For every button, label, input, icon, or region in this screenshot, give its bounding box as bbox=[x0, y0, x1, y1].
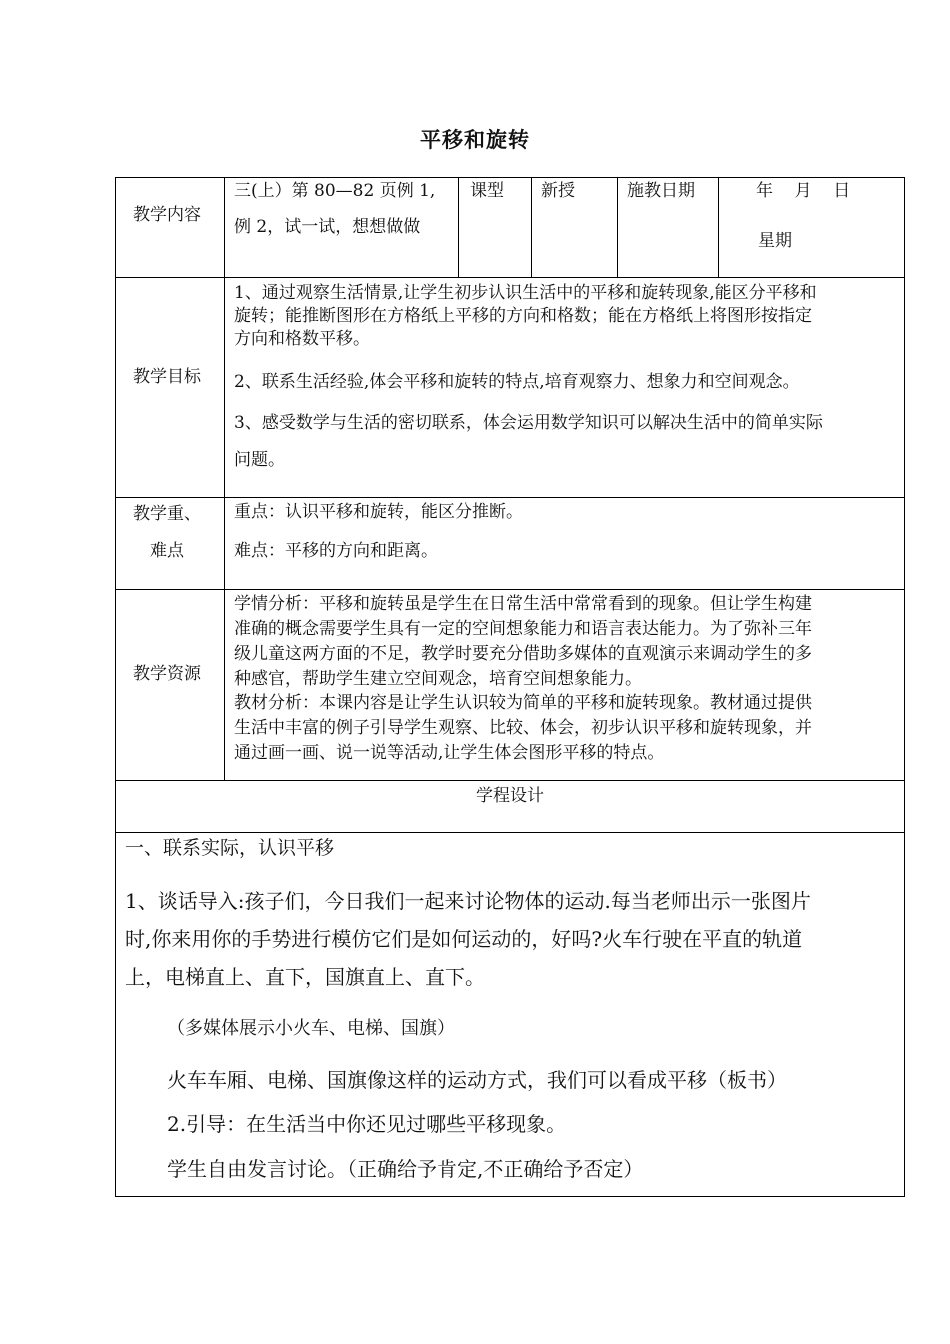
objective-2: 2、联系生活经验,体会平移和旋转的特点,培育观察力、想象力和空间观念。 bbox=[234, 372, 800, 392]
teaching-content-label: 教学内容 bbox=[133, 205, 201, 225]
objective-1-line2: 旋转；能推断图形在方格纸上平移的方向和格数；能在方格纸上将图形按指定 bbox=[234, 306, 812, 326]
resources-line: 准确的概念需要学生具有一定的空间想象能力和语言表达能力。为了弥补三年 bbox=[234, 619, 812, 639]
objective-1-line3: 方向和格数平移。 bbox=[234, 329, 370, 349]
resources-line: 通过画一画、说一说等活动,让学生体会图形平移的特点。 bbox=[234, 743, 665, 763]
resources-line: 级儿童这两方面的不足，教学时要充分借助多媒体的直观演示来调动学生的多 bbox=[234, 644, 812, 664]
translation-conclusion: 火车车厢、电梯、国旗像这样的运动方式，我们可以看成平移（板书） bbox=[167, 1068, 787, 1092]
table-border-left bbox=[115, 177, 116, 1197]
table-border-top bbox=[115, 177, 905, 178]
lesson-type-value: 新授 bbox=[541, 181, 575, 201]
objective-1-line1: 1、通过观察生活情景,让学生初步认识生活中的平移和旋转现象,能区分平移和 bbox=[234, 283, 817, 303]
column-divider bbox=[531, 177, 532, 277]
row-divider bbox=[115, 589, 905, 590]
column-divider bbox=[718, 177, 719, 277]
row-divider bbox=[115, 780, 905, 781]
teaching-content-line2: 例 2，试一试，想想做做 bbox=[234, 217, 421, 237]
table-border-bottom bbox=[115, 1196, 905, 1197]
resources-line: 种感官，帮助学生建立空间观念，培育空间想象能力。 bbox=[234, 669, 642, 689]
resources-line: 生活中丰富的例子引导学生观察、比较、体会，初步认识平移和旋转现象，并 bbox=[234, 718, 812, 738]
key-point: 重点：认识平移和旋转，能区分推断。 bbox=[234, 502, 523, 522]
lesson-type-label: 课型 bbox=[470, 181, 504, 201]
row-divider bbox=[115, 497, 905, 498]
teaching-date-ymd: 年 月 日 bbox=[756, 181, 851, 201]
page-title: 平移和旋转 bbox=[420, 128, 530, 152]
intro-line: 时,你来用你的手势进行模仿它们是如何运动的，好吗?火车行驶在平直的轨道 bbox=[125, 927, 803, 951]
teaching-weekday: 星期 bbox=[758, 231, 792, 251]
intro-line: 上，电梯直上、直下，国旗直上、直下。 bbox=[125, 965, 485, 989]
objectives-label: 教学目标 bbox=[133, 367, 201, 387]
teaching-content-line1: 三(上）第 80—82 页例 1, bbox=[234, 181, 436, 201]
objective-3-line1: 3、感受数学与生活的密切联系，体会运用数学知识可以解决生活中的简单实际 bbox=[234, 413, 823, 433]
column-divider bbox=[224, 177, 225, 780]
column-divider bbox=[458, 177, 459, 277]
intro-line: 1、谈话导入:孩子们，今日我们一起来讨论物体的运动.每当老师出示一张图片 bbox=[125, 889, 811, 913]
section-1-heading: 一、联系实际，认识平移 bbox=[125, 837, 335, 859]
resources-line: 学情分析：平移和旋转虽是学生在日常生活中常常看到的现象。但让学生构建 bbox=[234, 594, 812, 614]
guide-question: 2.引导：在生活当中你还见过哪些平移现象。 bbox=[167, 1112, 567, 1136]
design-header: 学程设计 bbox=[476, 786, 544, 806]
objective-3-line2: 问题。 bbox=[234, 450, 285, 470]
difficult-point: 难点：平移的方向和距离。 bbox=[234, 541, 438, 561]
teaching-date-label: 施教日期 bbox=[627, 181, 695, 201]
resources-line: 教材分析：本课内容是让学生认识较为简单的平移和旋转现象。教材通过提供 bbox=[234, 693, 812, 713]
keypoints-label-line2: 难点 bbox=[150, 541, 184, 561]
keypoints-label-line1: 教学重、 bbox=[133, 504, 201, 524]
column-divider bbox=[617, 177, 618, 277]
student-discussion: 学生自由发言讨论。（正确给予肯定,不正确给予否定） bbox=[167, 1157, 644, 1181]
table-border-right bbox=[904, 177, 905, 1197]
resources-label: 教学资源 bbox=[133, 664, 201, 684]
row-divider bbox=[115, 277, 905, 278]
media-note: （多媒体展示小火车、电梯、国旗） bbox=[167, 1018, 455, 1039]
lesson-plan-table bbox=[115, 177, 905, 1197]
